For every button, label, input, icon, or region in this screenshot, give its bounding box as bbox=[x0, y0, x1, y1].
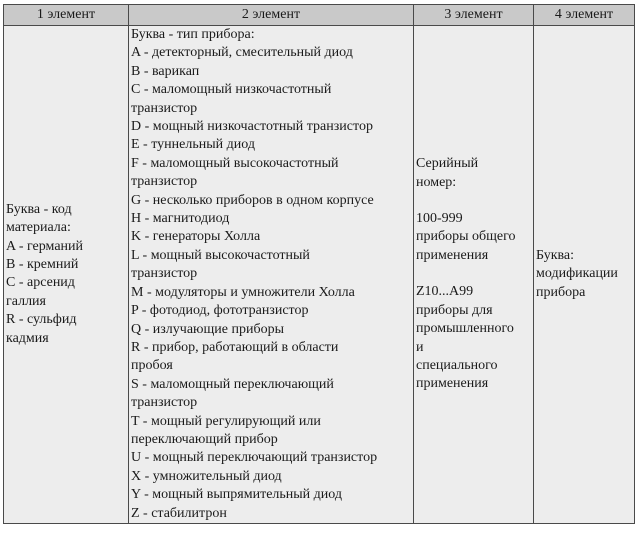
range2-line: приборы для bbox=[416, 302, 493, 318]
col2-line: A - детекторный, смесительный диод bbox=[131, 45, 353, 61]
range2-line: Z10...A99 bbox=[416, 284, 474, 300]
col4-line: прибора bbox=[536, 284, 586, 300]
col1-line: C - арсенид bbox=[6, 275, 75, 291]
range2-line: и bbox=[416, 339, 424, 355]
header-col-2: 2 элемент bbox=[129, 5, 414, 26]
col2-line: T - мощный регулирующий или bbox=[131, 413, 321, 429]
col2-line: L - мощный высокочастотный bbox=[131, 247, 310, 263]
range2-line: промышленного bbox=[416, 321, 514, 337]
serial-number-cell bbox=[414, 26, 534, 524]
col2-line: Буква - тип прибора: bbox=[131, 27, 255, 42]
col2-line: транзистор bbox=[131, 174, 198, 190]
content-row bbox=[4, 26, 635, 524]
col2-line: Z - стабилитрон bbox=[131, 505, 227, 521]
col1-line: R - сульфид bbox=[6, 312, 77, 328]
col2-line: M - модуляторы и умножители Холла bbox=[131, 284, 355, 300]
col1-line: материала: bbox=[6, 220, 71, 236]
col2-line: Y - мощный выпрямительный диод bbox=[131, 487, 343, 503]
range2-line: специального bbox=[416, 357, 498, 373]
col2-line: пробоя bbox=[131, 358, 173, 374]
col4-line: Буква: bbox=[536, 247, 575, 263]
col2-line: P - фотодиод, фототранзистор bbox=[131, 303, 309, 319]
col2-line: C - маломощный низкочастотный bbox=[131, 82, 332, 98]
header-col-4: 4 элемент bbox=[534, 5, 635, 26]
col2-line: F - маломощный высокочастотный bbox=[131, 155, 339, 171]
spacer bbox=[416, 192, 531, 210]
modification-cell bbox=[534, 26, 635, 524]
header-col-1: 1 элемент bbox=[4, 5, 129, 26]
header-row bbox=[4, 5, 635, 26]
col2-line: транзистор bbox=[131, 395, 198, 411]
col2-line: переключающий прибор bbox=[131, 431, 278, 447]
col1-line: A - германий bbox=[6, 238, 84, 254]
col1-line: галлия bbox=[6, 293, 46, 309]
col2-line: Q - излучающие приборы bbox=[131, 321, 284, 337]
range1-line: 100-999 bbox=[416, 211, 463, 227]
col2-line: транзистор bbox=[131, 100, 198, 116]
header-col-3: 3 элемент bbox=[414, 5, 534, 26]
col2-line: B - варикап bbox=[131, 63, 200, 79]
col2-line: K - генераторы Холла bbox=[131, 229, 261, 245]
serial-label-line: Серийный bbox=[416, 156, 479, 172]
col4-line: модификации bbox=[536, 266, 618, 282]
col1-line: B - кремний bbox=[6, 257, 79, 273]
col2-line: X - умножительный диод bbox=[131, 468, 282, 484]
col2-line: S - маломощный переключающий bbox=[131, 376, 334, 392]
col2-line: транзистор bbox=[131, 266, 198, 282]
range1-line: приборы общего bbox=[416, 229, 516, 245]
spacer bbox=[416, 265, 531, 283]
col2-line: D - мощный низкочастотный транзистор bbox=[131, 119, 373, 135]
col2-line: E - туннельный диод bbox=[131, 137, 255, 153]
col2-line: U - мощный переключающий транзистор bbox=[131, 450, 378, 466]
range1-line: применения bbox=[416, 247, 489, 263]
col2-line: G - несколько приборов в одном корпусе bbox=[131, 192, 374, 208]
device-type-cell bbox=[129, 26, 414, 524]
col2-line: H - магнитодиод bbox=[131, 211, 230, 227]
material-code-cell bbox=[4, 26, 129, 524]
range2-line: применения bbox=[416, 376, 489, 392]
serial-label-line: номер: bbox=[416, 174, 457, 190]
col1-line: Буква - код bbox=[6, 201, 72, 217]
device-marking-table bbox=[3, 4, 635, 524]
col1-line: кадмия bbox=[6, 330, 49, 346]
col2-line: R - прибор, работающий в области bbox=[131, 339, 339, 355]
